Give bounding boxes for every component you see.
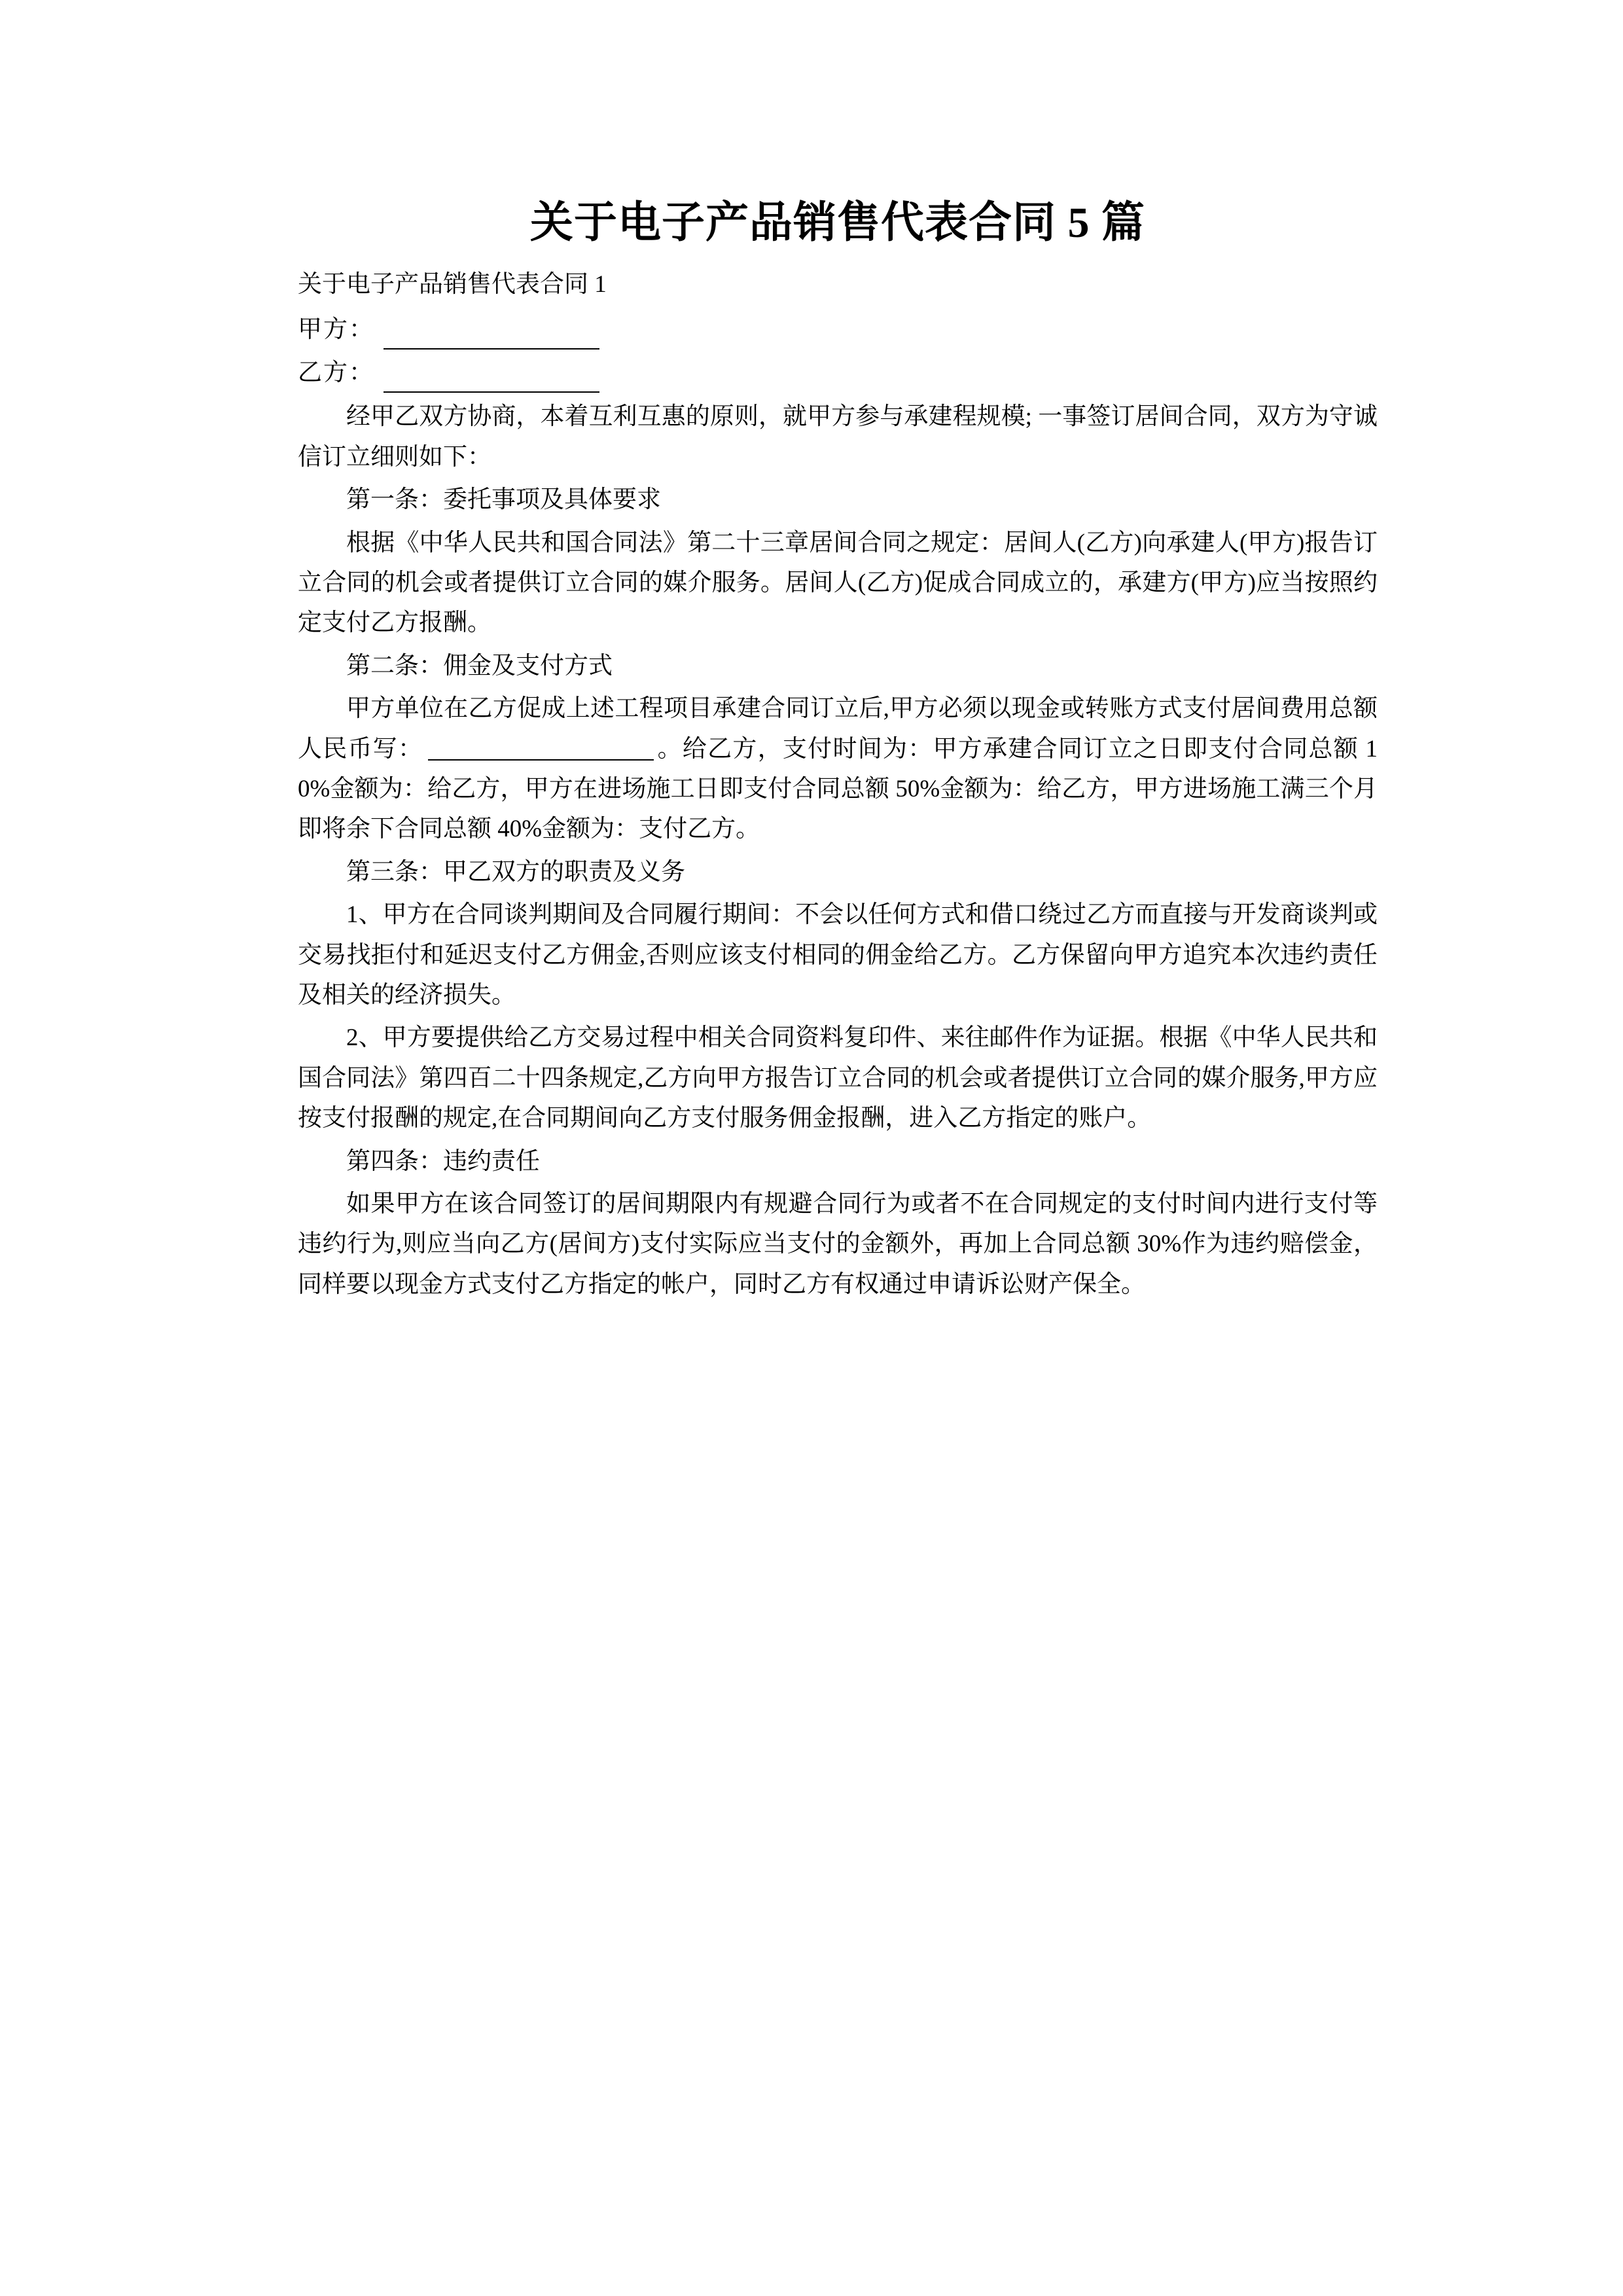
clause-3-heading: 第三条：甲乙双方的职责及义务 [346,858,685,886]
party-b-blank-field[interactable] [383,368,599,393]
clause-2-body-part-2: 。给乙方，支付时间为：甲方承建合同订立之日即支付合同总额 10%金额为：给乙方，甲方在进场施工日即支付合同总额 50%金额为：给乙方，甲方进场施工满三个月即将余下合同总额 40%金额为：支付乙方。 [298,735,1378,843]
document-content [298,196,1378,1307]
party-a-label: 甲方： [298,316,374,344]
clause-3-item-2: 2、甲方要提供给乙方交易过程中相关合同资料复印件、来往邮件作为证据。根据《中华人民共和国合同法》第四百二十四条规定,乙方向甲方报告订立合同的机会或者提供订立合同的媒介服务,甲方应按支付报酬的规定,在合同期间向乙方支付服务佣金报酬，进入乙方指定的账户。 [298,1024,1378,1132]
page-title: 关于电子产品销售代表合同 5 篇 [530,199,1145,247]
commission-amount-blank-field[interactable] [428,737,654,761]
party-b-row [298,353,1378,393]
party-b-label: 乙方： [298,359,374,387]
clause-2-body [298,689,1378,850]
clause-4-heading: 第四条：违约责任 [346,1147,540,1175]
clause-2-heading: 第二条：佣金及支付方式 [346,652,613,679]
party-a-blank-field[interactable] [383,325,599,350]
document-subtitle: 关于电子产品销售代表合同 1 [298,270,607,298]
clause-4-body: 如果甲方在该合同签订的居间期限内有规避合同行为或者不在合同规定的支付时间内进行支付等违约行为,则应当向乙方(居间方)支付实际应当支付的金额外，再加上合同总额 30%作为违约赔偿金，同样要以现金方式支付乙方指定的帐户，同时乙方有权通过申请诉讼财产保全。 [298,1191,1378,1298]
party-a-row [298,310,1378,350]
clause-3-item-1: 1、甲方在合同谈判期间及合同履行期间：不会以任何方式和借口绕过乙方而直接与开发商谈判或交易找拒付和延迟支付乙方佣金,否则应该支付相同的佣金给乙方。乙方保留向甲方追究本次违约责任及相关的经济损失。 [298,901,1378,1009]
clause-1-heading: 第一条：委托事项及具体要求 [346,486,661,514]
clause-2-body-part-1: 甲方单位在乙方促成上述工程项目承建合同订立后,甲方必须以现金或转账方式支付居间费用总额人民币写： [298,695,1378,762]
preamble-paragraph: 经甲乙双方协商，本着互利互惠的原则，就甲方参与承建程规模; 一事签订居间合同，双方为守诚信订立细则如下： [298,403,1378,471]
clause-1-body: 根据《中华人民共和国合同法》第二十三章居间合同之规定：居间人(乙方)向承建人(甲方)报告订立合同的机会或者提供订立合同的媒介服务。居间人(乙方)促成合同成立的，承建方(甲方)应当按照约定支付乙方报酬。 [298,529,1378,637]
